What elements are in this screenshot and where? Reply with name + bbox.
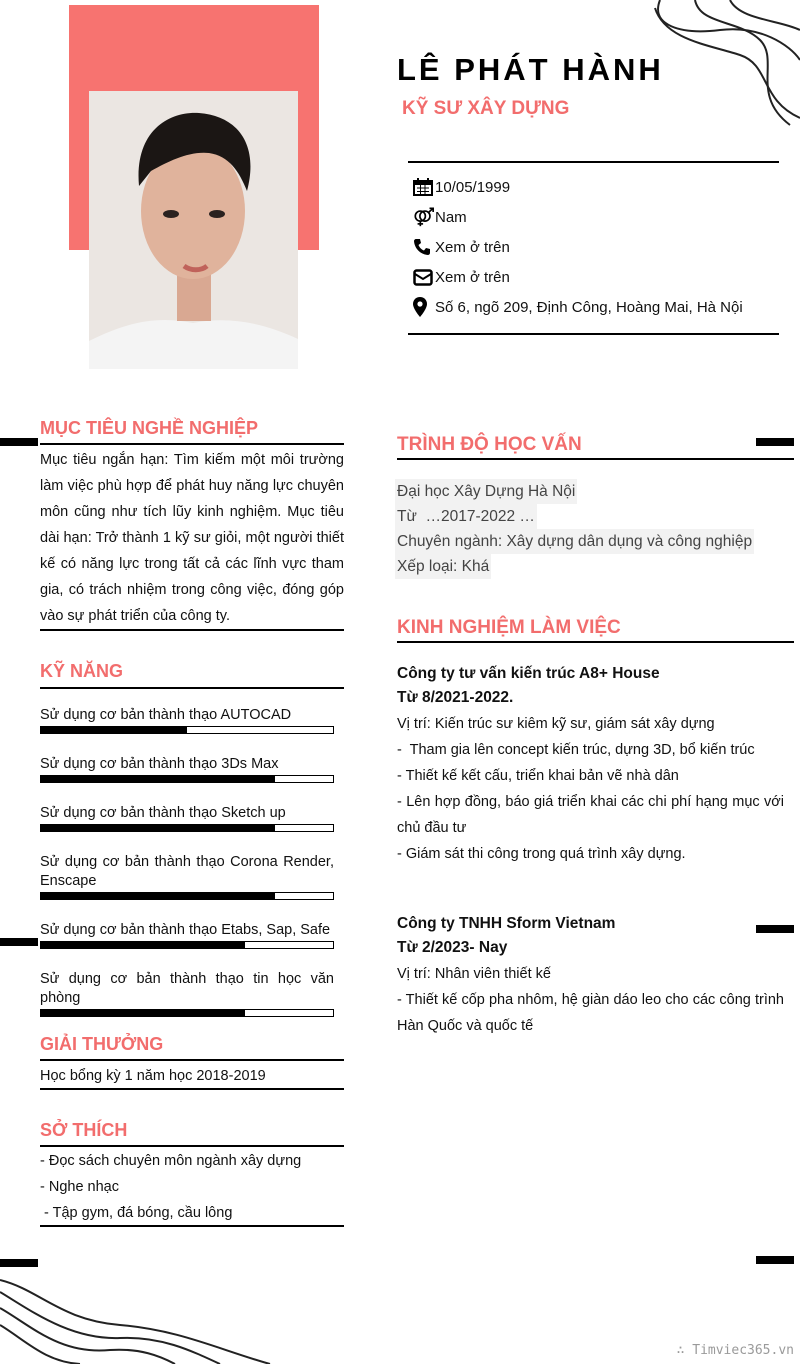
job-duty: - Giám sát thi công trong quá trình xây dựng.	[397, 846, 686, 862]
experience-title-underline	[397, 641, 794, 643]
skill-label: Sử dụng cơ bản thành thạo Etabs, Sap, Safe	[40, 922, 331, 938]
skill-label: Sử dụng cơ bản thành thạo 3Ds Max	[40, 756, 279, 772]
info-bottom-divider	[408, 333, 779, 335]
education-title: TRÌNH ĐỘ HỌC VẤN	[397, 434, 582, 455]
phone-text: Xem ở trên	[435, 238, 510, 256]
hobby-item: - Đọc sách chuyên môn ngành xây dựng	[40, 1153, 302, 1169]
decorative-waves-top	[640, 0, 800, 130]
education-period: Từ …2017-2022 …	[395, 504, 537, 529]
skill-bar-fill	[41, 942, 245, 948]
education-grade: Xếp loại: Khá	[395, 554, 491, 579]
profile-photo	[89, 91, 298, 369]
gender-text: Nam	[435, 208, 467, 226]
candidate-role: KỸ SƯ XÂY DỰNG	[402, 98, 570, 119]
watermark: ∴ Timviec365.vn	[676, 1343, 794, 1358]
section-marker-right-2	[756, 925, 794, 933]
skill-label: Sử dụng cơ bản thành thạo Corona Render, Enscape	[40, 854, 334, 889]
objective-bottom-divider	[40, 629, 344, 631]
address-text: Số 6, ngõ 209, Định Công, Hoàng Mai, Hà Nội	[435, 298, 743, 316]
skill-label: Sử dụng cơ bản thành thạo AUTOCAD	[40, 707, 292, 723]
info-row-birthdate	[413, 177, 510, 197]
job-duty: - Tham gia lên concept kiến trúc, dựng 3D, bổ kiến trúc	[397, 742, 755, 758]
section-marker-right-3	[756, 1256, 794, 1264]
objective-title-underline	[40, 443, 344, 445]
awards-bottom-divider	[40, 1088, 344, 1090]
section-marker-left-2	[0, 938, 38, 946]
candidate-name: LÊ PHÁT HÀNH	[397, 52, 664, 87]
hobby-item: - Tập gym, đá bóng, cầu lông	[40, 1205, 233, 1221]
skill-bar-fill	[41, 1010, 245, 1016]
email-text: Xem ở trên	[435, 268, 510, 286]
email-icon	[413, 267, 435, 287]
skill-bar	[40, 1009, 334, 1017]
skill-label: Sử dụng cơ bản thành thạo tin học văn phòng	[40, 971, 334, 1006]
skill-bar-fill	[41, 825, 275, 831]
skill-bar	[40, 892, 334, 900]
skill-bar	[40, 824, 334, 832]
education-major: Chuyên ngành: Xây dựng dân dụng và công nghiệp	[395, 529, 754, 554]
birthdate-text: 10/05/1999	[435, 178, 511, 196]
skills-title: KỸ NĂNG	[40, 661, 124, 681]
phone-icon	[413, 237, 435, 257]
job-company: Công ty tư vấn kiến trúc A8+ House	[397, 665, 660, 682]
profile-photo-illustration	[89, 91, 298, 369]
location-pin-icon	[413, 297, 435, 317]
info-row-phone	[413, 237, 510, 257]
experience-title: KINH NGHIỆM LÀM VIỆC	[397, 617, 621, 638]
hobbies-title-underline	[40, 1145, 344, 1147]
info-row-gender	[413, 207, 467, 227]
skill-bar-fill	[41, 727, 187, 733]
hobbies-bottom-divider	[40, 1225, 344, 1227]
skill-bar	[40, 775, 334, 783]
skill-bar	[40, 941, 334, 949]
section-marker-left-1	[0, 438, 38, 446]
info-top-divider	[408, 161, 779, 163]
objective-title: MỤC TIÊU NGHỀ NGHIỆP	[40, 418, 259, 438]
hobbies-title: SỞ THÍCH	[40, 1120, 128, 1140]
education-school: Đại học Xây Dựng Hà Nội	[395, 479, 577, 504]
job-period: Từ 8/2021-2022.	[397, 689, 514, 706]
education-title-underline	[397, 458, 794, 460]
awards-title: GIẢI THƯỞNG	[40, 1034, 164, 1054]
decorative-waves-bottom	[0, 1270, 280, 1364]
objective-text: Mục tiêu ngắn hạn: Tìm kiếm một môi trường làm việc phù hợp để phát huy năng lực chuyên môn cũng như tích lũy kinh nghiệm. Mục tiêu dài hạn: Trở thành 1 kỹ sư giỏi, một người thiết kế có năng lực trong tất cả các lĩnh vực tham gia, có trách nhiệm trong công việc, đóng góp vào sự phát triển của công ty.	[40, 452, 344, 624]
job-position: Vị trí: Nhân viên thiết kế	[397, 966, 551, 982]
job-duty: - Lên hợp đồng, báo giá triển khai các chi phí hạng mục với chủ đầu tư	[397, 794, 784, 836]
skill-bar-fill	[41, 776, 275, 782]
section-marker-left-3	[0, 1259, 38, 1267]
skill-bar-fill	[41, 893, 275, 899]
awards-title-underline	[40, 1059, 344, 1061]
calendar-icon	[413, 177, 435, 197]
skill-label: Sử dụng cơ bản thành thạo Sketch up	[40, 805, 286, 821]
section-marker-right-1	[756, 438, 794, 446]
education-details	[395, 479, 754, 579]
gender-icon	[413, 207, 435, 227]
skill-bar	[40, 726, 334, 734]
job-duty: - Thiết kế kết cấu, triển khai bản vẽ nhà dân	[397, 768, 679, 784]
job-company: Công ty TNHH Sform Vietnam	[397, 915, 616, 932]
award-item: Học bổng kỳ 1 năm học 2018-2019	[40, 1068, 266, 1084]
hobby-item: - Nghe nhạc	[40, 1179, 119, 1195]
info-row-address	[413, 297, 743, 317]
info-row-email	[413, 267, 510, 287]
skills-title-underline	[40, 687, 344, 689]
job-duty: - Thiết kế cốp pha nhôm, hệ giàn dáo leo cho các công trình Hàn Quốc và quốc tế	[397, 992, 784, 1034]
job-position: Vị trí: Kiến trúc sư kiêm kỹ sư, giám sát xây dựng	[397, 716, 715, 732]
job-period: Từ 2/2023- Nay	[397, 939, 508, 956]
